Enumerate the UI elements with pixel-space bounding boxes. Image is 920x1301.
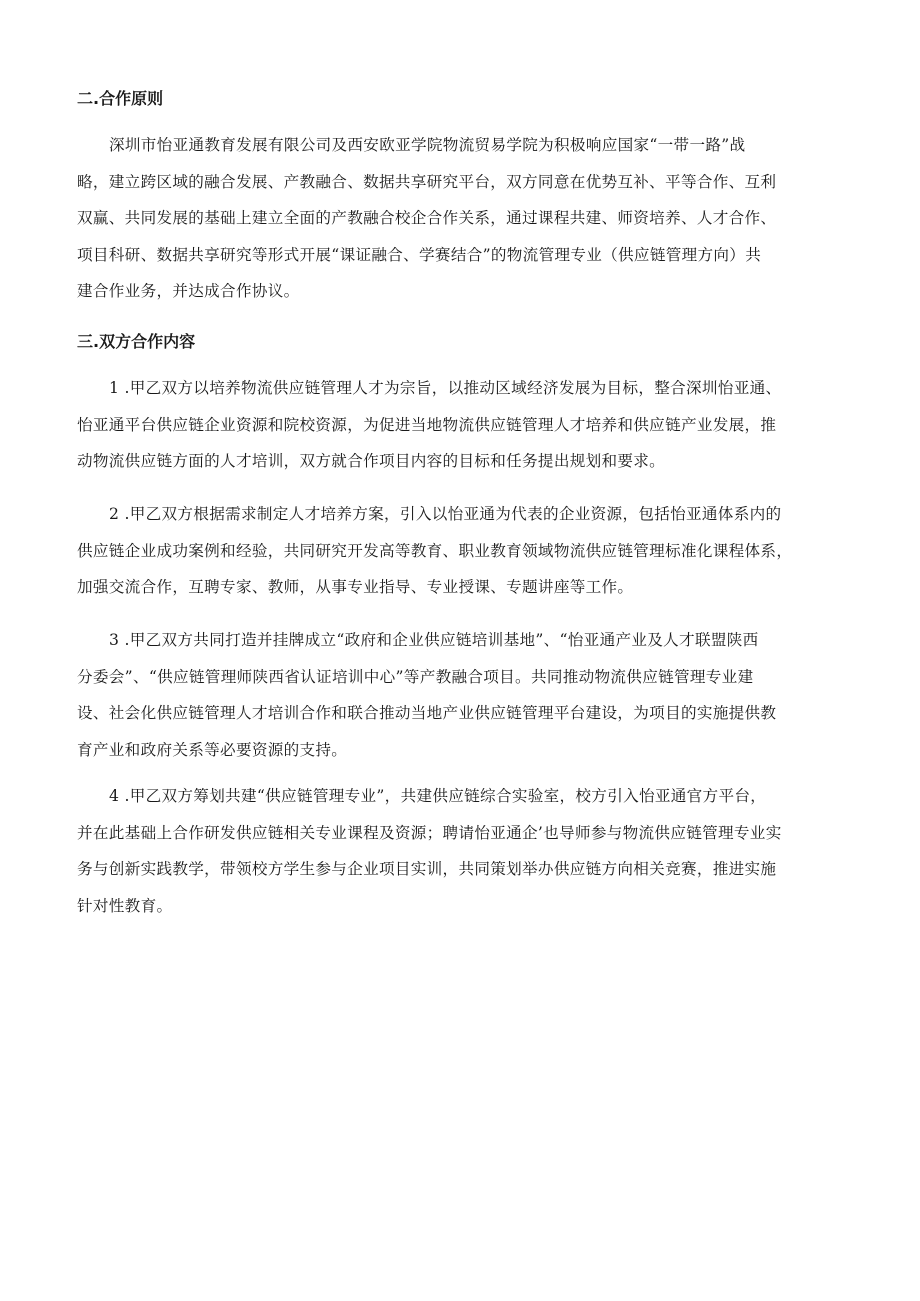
text-line: 务与创新实践教学，带领校方学生参与企业项目实训，共同策划举办供应链方向相关竞赛，推进实施 — [77, 860, 777, 879]
text-line: 深圳市怡亚通教育发展有限公司及西安欧亚学院物流贸易学院为积极响应国家“一带一路”战 — [109, 136, 746, 154]
text-line: 建合作业务，并达成合作协议。 — [77, 282, 300, 301]
text-line: 3 .甲乙双方共同打造并挂牌成立“政府和企业供应链培训基地”、“怡亚通产业及人才联盟陕西 — [109, 631, 759, 649]
text-line: 怡亚通平台供应链企业资源和院校资源，为促进当地物流供应链管理人才培养和供应链产业发展，推 — [77, 415, 777, 434]
text-line: 4 .甲乙双方筹划共建“供应链管理专业”，共建供应链综合实验室，校方引入怡亚通官方平台， — [109, 787, 767, 805]
paragraph-item-1 — [77, 370, 837, 480]
text-line: 略，建立跨区域的融合发展、产教融合、数据共享研究平台，双方同意在优势互补、平等合作、互利 — [77, 172, 777, 191]
text-line: 双赢、共同发展的基础上建立全面的产教融合校企合作关系，通过课程共建、师资培养、人才合作、 — [77, 209, 777, 228]
text-line: 动物流供应链方面的人才培训，双方就合作项目内容的目标和任务提出规划和要求。 — [77, 452, 666, 471]
paragraph-item-3 — [77, 622, 837, 768]
text-line: 1 .甲乙双方以培养物流供应链管理人才为宗旨，以推动区域经济发展为目标，整合深圳怡亚通、 — [109, 379, 782, 397]
text-line: 设、社会化供应链管理人才培训合作和联合推动当地产业供应链管理平台建设，为项目的实施提供教 — [77, 704, 777, 723]
section-heading-cooperation-principles: 二.合作原则 — [77, 89, 164, 108]
text-line: 分委会”、“供应链管理师陕西省认证培训中心”等产教融合项目。共同推动物流供应链管理专业建 — [77, 667, 754, 686]
text-line: 供应链企业成功案例和经验，共同研究开发高等教育、职业教育领域物流供应链管理标准化课程体系， — [77, 541, 793, 560]
paragraph-item-4 — [77, 778, 837, 924]
text-line: 2 .甲乙双方根据需求制定人才培养方案，引入以怡亚通为代表的企业资源，包括怡亚通体系内的 — [109, 505, 782, 523]
text-line: 加强交流合作，互聘专家、教师，从事专业指导、专业授课、专题讲座等工作。 — [77, 578, 634, 597]
text-line: 育产业和政府关系等必要资源的支持。 — [77, 740, 348, 759]
paragraph-cooperation-principles — [77, 127, 837, 310]
text-line: 并在此基础上合作研发供应链相关专业课程及资源；聘请怡亚通企’也导师参与物流供应链管理专业实 — [77, 823, 782, 842]
paragraph-item-2 — [77, 496, 837, 606]
section-heading-cooperation-content: 三.双方合作内容 — [77, 332, 196, 351]
text-line: 针对性教育。 — [77, 896, 173, 915]
text-line: 项目科研、数据共享研究等形式开展“课证融合、学赛结合”的物流管理专业（供应链管理方向）共 — [77, 245, 762, 264]
